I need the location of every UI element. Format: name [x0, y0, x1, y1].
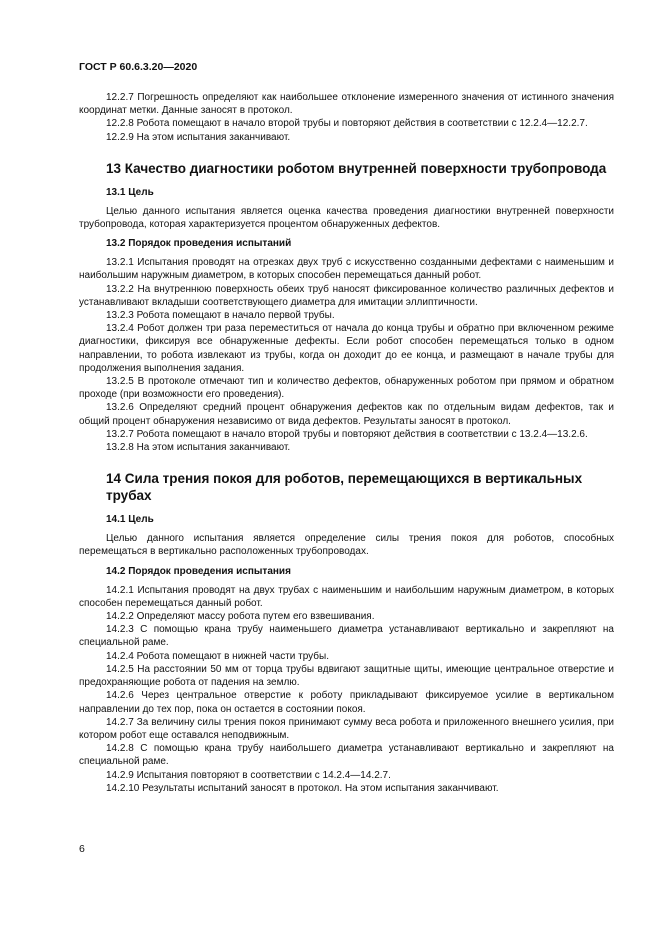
paragraph-14-2-2: 14.2.2 Определяют массу робота путем его взвешивания.: [106, 611, 375, 623]
paragraph-14-2-9: 14.2.9 Испытания повторяют в соответствии с 14.2.4—14.2.7.: [106, 769, 391, 781]
paragraph-13-2-3: 13.2.3 Робота помещают в начало первой трубы.: [106, 310, 335, 322]
paragraph-14-2-8: 14.2.8 С помощью крана трубу наибольшего диаметра устанавливают вертикально и закрепляют на специальной раме.: [79, 743, 614, 768]
paragraph-14-2-10: 14.2.10 Результаты испытаний заносят в протокол. На этом испытания заканчивают.: [106, 782, 499, 794]
document-header: ГОСТ Р 60.6.3.20—2020: [79, 61, 198, 73]
subsection-14-2-heading: 14.2 Порядок проведения испытания: [106, 565, 291, 577]
paragraph-14-2-3: 14.2.3 С помощью крана трубу наименьшего диаметра устанавливают вертикально и закрепляют на специальной раме.: [79, 624, 614, 649]
paragraph-13-2-4: 13.2.4 Робот должен три раза переместиться от начала до конца трубы и обратно при включенном режиме диагностики, фиксируя все обнаруженные дефекты. Если робот способен перемещаться только в одном направлении, то робота извлекают из трубы, когда он доходит до ее конца, и размещают в начале трубы для продолжения выполнения задания.: [79, 323, 614, 374]
subsection-13-1-heading: 13.1 Цель: [106, 186, 154, 198]
section-13-heading: 13 Качество диагностики роботом внутренней поверхности трубопровода: [106, 160, 607, 176]
paragraph-14-2-4: 14.2.4 Робота помещают в нижней части трубы.: [106, 650, 329, 662]
paragraph-13-2-1: 13.2.1 Испытания проводят на отрезках двух труб с искусственно созданными дефектами с наименьшим и наибольшим наружным диаметром, в которых способен перемещаться данный робот.: [79, 257, 614, 282]
paragraph-14-2-6: 14.2.6 Через центральное отверстие к роботу прикладывают фиксируемое усилие в вертикальном направлении до тех пор, пока он остается в состоянии покоя.: [79, 690, 614, 715]
paragraph-13-2-2: 13.2.2 На внутреннюю поверхность обеих труб наносят фиксированное количество различных дефектов и устанавливают вкладыши соответствующего диаметра для имитации эллиптичности.: [79, 283, 614, 308]
page-number: 6: [79, 843, 85, 855]
paragraph-14-2-7: 14.2.7 За величину силы трения покоя принимают сумму веса робота и приложенного внешнего усилия, при котором робот еще оставался неподвижным.: [79, 716, 614, 741]
paragraph-12-2-7: 12.2.7 Погрешность определяют как наибольшее отклонение измеренного значения от истинного значения координат метки. Данные заносят в протокол.: [79, 92, 614, 117]
paragraph-13-2-5: 13.2.5 В протоколе отмечают тип и количество дефектов, обнаруженных роботом при прямом и обратном проходе (при возможности его проведения).: [79, 376, 614, 401]
paragraph-13-2-6: 13.2.6 Определяют средний процент обнаружения дефектов как по отдельным видам дефектов, так и общий процент обнаружения независимо от вида дефектов. Результаты заносят в протокол.: [79, 402, 614, 427]
document-body: [79, 91, 614, 795]
paragraph-12-2-9: 12.2.9 На этом испытания заканчивают.: [106, 131, 291, 143]
subsection-13-2-heading: 13.2 Порядок проведения испытаний: [106, 238, 292, 250]
paragraph-13-2-8: 13.2.8 На этом испытания заканчивают.: [106, 442, 291, 454]
subsection-14-1-heading: 14.1 Цель: [106, 514, 154, 526]
paragraph-14-2-5: 14.2.5 На расстоянии 50 мм от торца трубы вдвигают защитные щиты, имеющие центральное отверстие и предохраняющие робота от падения на землю.: [79, 663, 614, 689]
paragraph-13-1: Целью данного испытания является оценка качества проведения диагностики внутренней поверхности трубопровода, которая характеризуется процентом обнаруженных дефектов.: [79, 205, 614, 231]
section-14-heading: 14 Сила трения покоя для роботов, перемещающихся в вертикальных трубах: [106, 471, 583, 504]
paragraph-14-1: Целью данного испытания является определение силы трения покоя для роботов, способных перемещаться в вертикально расположенных трубопроводах.: [79, 533, 614, 558]
paragraph-14-2-1: 14.2.1 Испытания проводят на двух трубах с наименьшим и наибольшим наружным диаметром, в которых способен перемещаться данный робот.: [79, 584, 614, 609]
paragraph-13-2-7: 13.2.7 Робота помещают в начало второй трубы и повторяют действия в соответствии с 13.2.4—13.2.6.: [106, 428, 588, 440]
paragraph-12-2-8: 12.2.8 Робота помещают в начало второй трубы и повторяют действия в соответствии с 12.2.4—12.2.7.: [106, 118, 588, 130]
